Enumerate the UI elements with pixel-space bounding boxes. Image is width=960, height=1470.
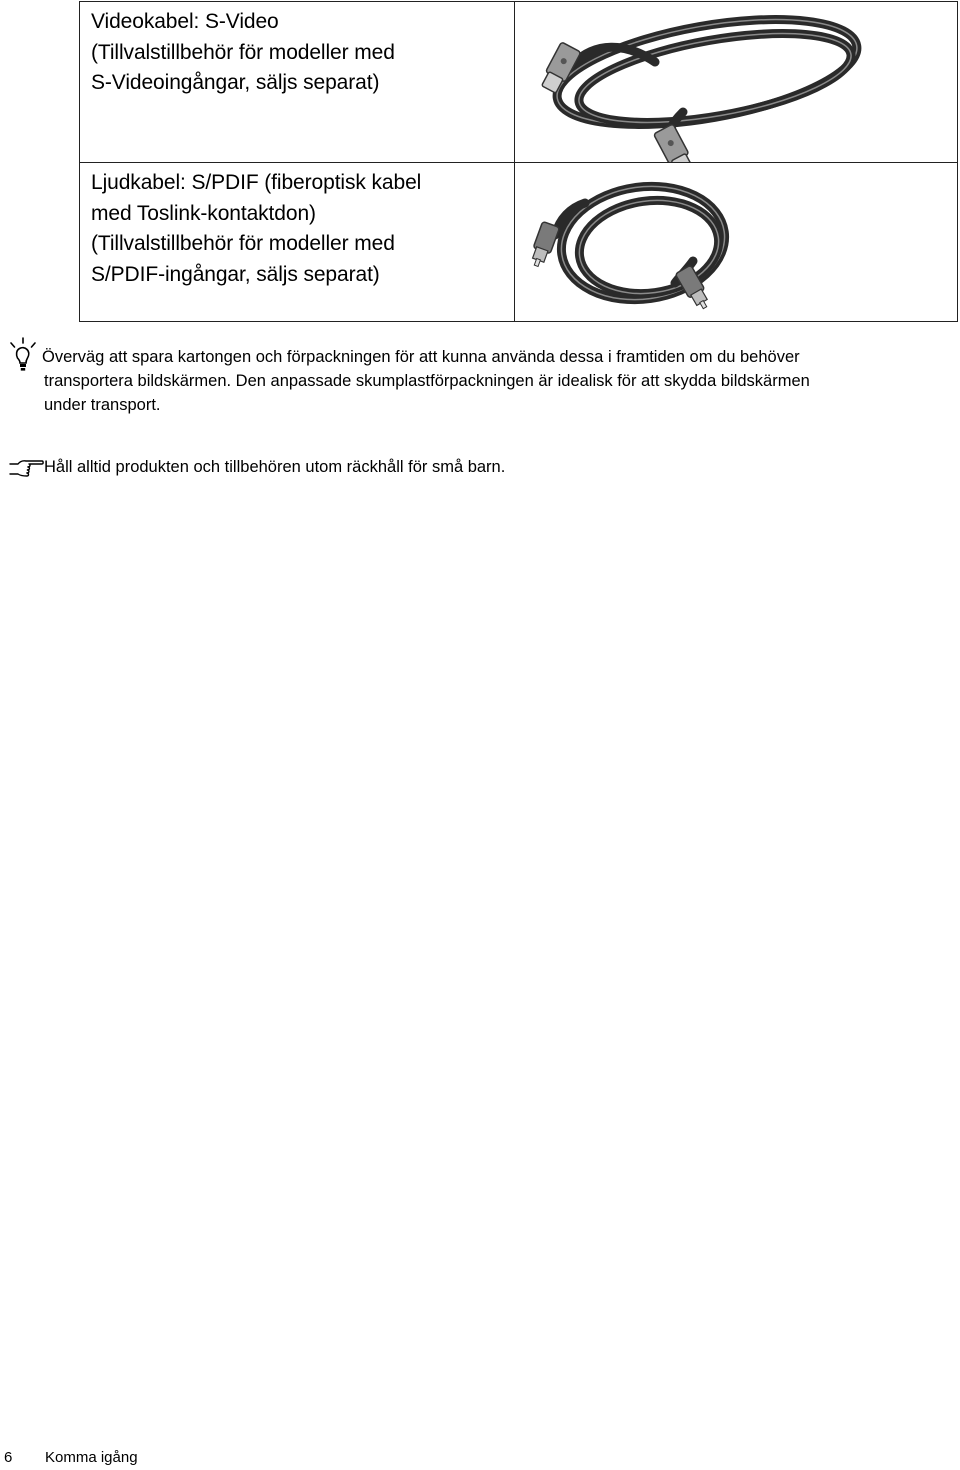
accessory-line: S/PDIF-ingångar, säljs separat) — [91, 262, 380, 286]
accessory-line: (Tillvalstillbehör för modeller med — [91, 40, 395, 64]
tip-line: under transport. — [44, 396, 161, 414]
lightbulb-icon — [8, 337, 38, 373]
accessory-description — [80, 163, 514, 290]
accessory-line: Ljudkabel: S/PDIF (fiberoptisk kabel — [91, 171, 422, 194]
accessory-row-s-pdif — [80, 163, 958, 322]
accessory-row-s-video — [80, 2, 958, 163]
warning-line: Håll alltid produkten och tillbehören utom räckhåll för små barn. — [44, 458, 506, 476]
optical-cable-icon — [515, 163, 957, 321]
accessory-table — [79, 1, 958, 322]
tip-line: Överväg att spara kartongen och förpackningen för att kunna använda dessa i framtiden om du behöver — [42, 348, 800, 366]
chapter-title: Komma igång — [45, 1449, 138, 1466]
s-video-cable-icon — [515, 2, 957, 162]
pointing-hand-icon — [8, 458, 44, 478]
accessory-image-cell — [515, 163, 958, 322]
accessory-line: S-Videoingångar, säljs separat) — [91, 71, 380, 94]
accessory-image-cell — [515, 2, 958, 163]
accessory-line: Videokabel: S-Video — [91, 10, 279, 33]
accessory-description-cell — [80, 163, 515, 322]
tip-line: transportera bildskärmen. Den anpassade skumplastförpackningen är idealisk för att skydda bildskärmen — [44, 372, 810, 390]
tip-text — [44, 345, 810, 417]
accessory-line: (Tillvalstillbehör för modeller med — [91, 232, 395, 255]
page-number: 6 — [4, 1449, 13, 1466]
accessory-line: med Toslink-kontaktdon) — [91, 201, 316, 225]
accessory-description — [80, 2, 514, 99]
warning-text — [44, 455, 505, 479]
accessory-description-cell — [80, 2, 515, 163]
